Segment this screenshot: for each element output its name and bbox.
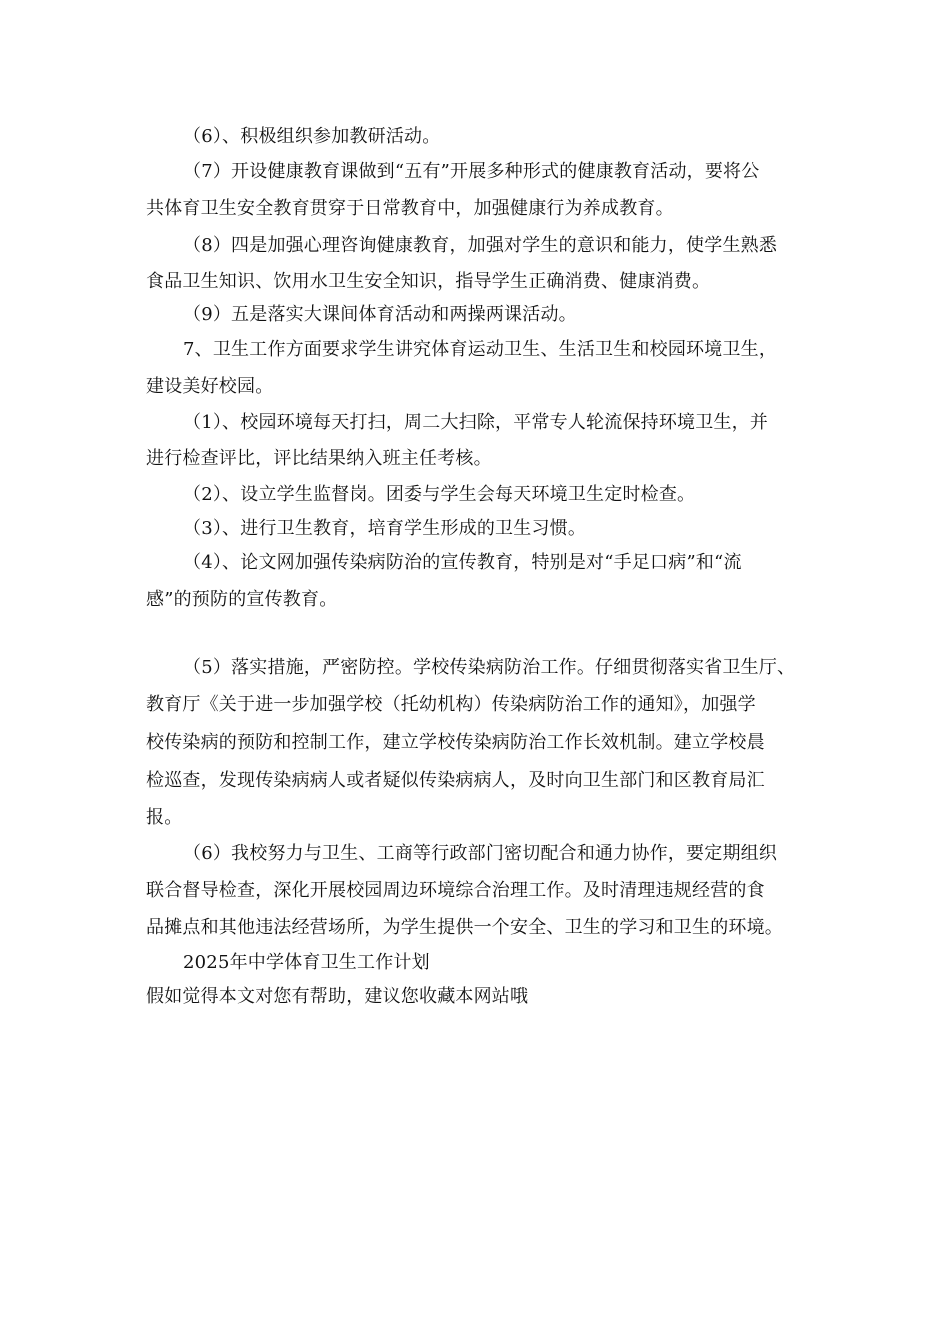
paragraph-line: （7）开设健康教育课做到“五有”开展多种形式的健康教育活动，要将公 (183, 161, 760, 182)
paragraph-line: （9）五是落实大课间体育活动和两操两课活动。 (183, 304, 577, 325)
paragraph-line: 建设美好校园。 (146, 376, 274, 397)
paragraph-line: 校传染病的预防和控制工作，建立学校传染病防治工作长效机制。建立学校晨 (146, 732, 765, 753)
paragraph-line: 食品卫生知识、饮用水卫生安全知识，指导学生正确消费、健康消费。 (146, 271, 711, 292)
paragraph-line: （6）我校努力与卫生、工商等行政部门密切配合和通力协作，要定期组织 (183, 843, 778, 864)
paragraph-line: （6）、积极组织参加教研活动。 (183, 126, 441, 147)
paragraph-line: 联合督导检查，深化开展校园周边环境综合治理工作。及时清理违规经营的食 (146, 880, 765, 901)
paragraph-line: 检巡查，发现传染病病人或者疑似传染病病人，及时向卫生部门和区教育局汇 (146, 770, 765, 791)
paragraph-line: （1）、校园环境每天打扫，周二大扫除，平常专人轮流保持环境卫生，并 (183, 412, 769, 433)
paragraph-line: 感”的预防的宣传教育。 (146, 589, 338, 610)
paragraph-line: 进行检查评比，评比结果纳入班主任考核。 (146, 448, 492, 469)
paragraph-line: （8）四是加强心理咨询健康教育，加强对学生的意识和能力，使学生熟悉 (183, 235, 778, 256)
paragraph-line: （3）、进行卫生教育，培育学生形成的卫生习惯。 (183, 518, 587, 539)
paragraph-line: 品摊点和其他违法经营场所，为学生提供一个安全、卫生的学习和卫生的环境。 (146, 917, 783, 938)
paragraph-line: 报。 (146, 807, 183, 828)
paragraph-line: （2）、设立学生监督岗。团委与学生会每天环境卫生定时检查。 (183, 484, 696, 505)
document-title-line: 2025年中学体育卫生工作计划 (183, 952, 430, 973)
paragraph-line: （5）落实措施，严密防控。学校传染病防治工作。仔细贯彻落实省卫生厅、 (183, 657, 796, 678)
footer-note: 假如觉得本文对您有帮助，建议您收藏本网站哦 (146, 986, 529, 1007)
paragraph-line: 共体育卫生安全教育贯穿于日常教育中，加强健康行为养成教育。 (146, 198, 674, 219)
paragraph-line: 7、卫生工作方面要求学生讲究体育运动卫生、生活卫生和校园环境卫生， (183, 339, 778, 360)
paragraph-line: 教育厅《关于进一步加强学校（托幼机构）传染病防治工作的通知》，加强学 (146, 694, 756, 715)
paragraph-line: （4）、论文网加强传染病防治的宣传教育，特别是对“手足口病”和“流 (183, 552, 742, 573)
